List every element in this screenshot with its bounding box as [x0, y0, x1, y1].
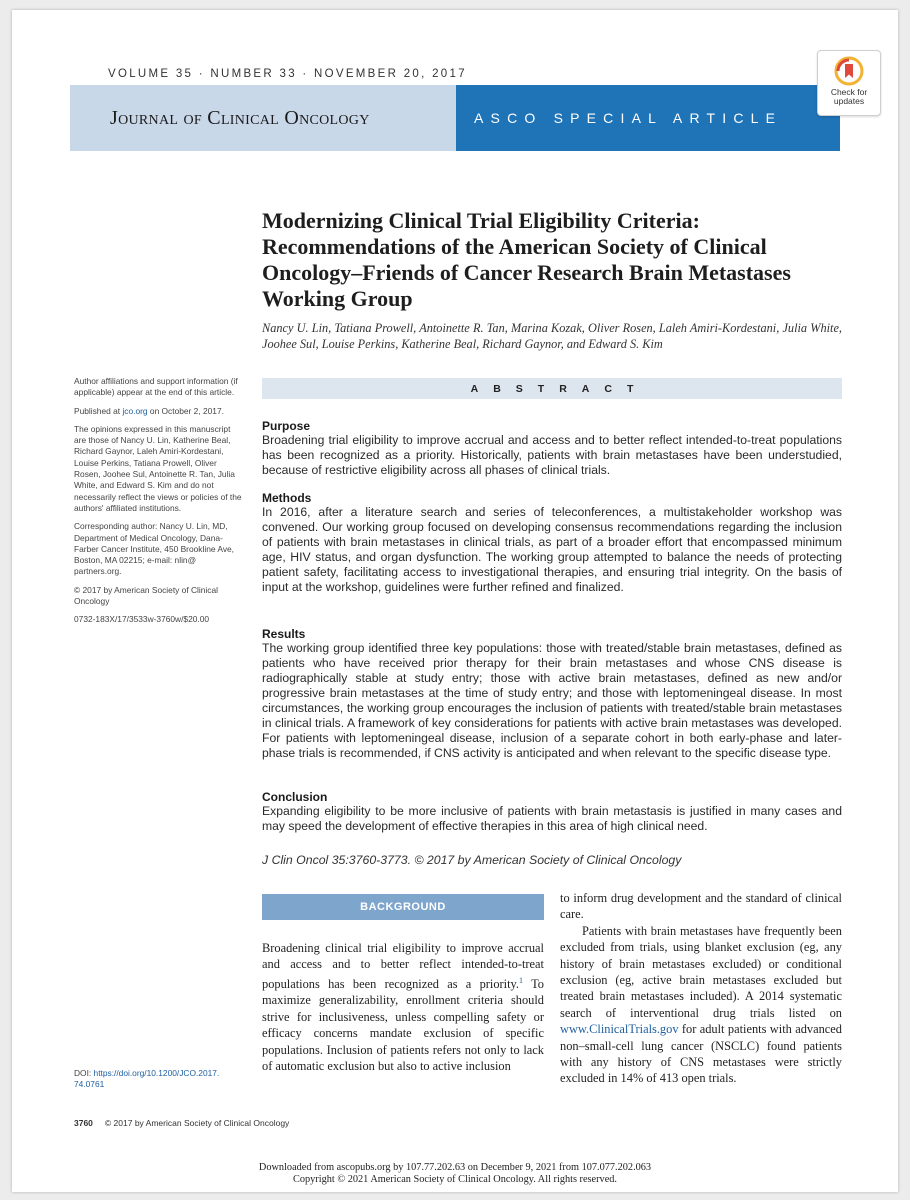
corresponding-author: Corresponding author: Nancy U. Lin, MD, Department of Medical Oncology, Dana-Farber Cancer Institute, 450 Brookline Ave, Boston, MA 02215; e-mail: nlin@ partners.org.	[74, 521, 234, 577]
background-text-2b: for adult patients with advanced non–small-cell lung cancer (NSCLC) found patients with any history of CNS metastases were strictly excluded in 14% of 413 open trials.	[560, 1022, 842, 1086]
published-note	[74, 406, 242, 417]
check-for-updates-line2: updates	[833, 96, 865, 106]
page-number: 3760	[74, 1118, 93, 1128]
footer-copyright: © 2017 by American Society of Clinical Oncology	[104, 1118, 290, 1128]
body-column-right	[560, 890, 842, 1087]
volume-issue-line: VOLUME 35 · NUMBER 33 · NOVEMBER 20, 2017	[108, 68, 467, 80]
clinicaltrials-link[interactable]: www.ClinicalTrials.gov	[560, 1022, 679, 1037]
background-text-1b: To maximize generalizability, enrollment criteria should strive for inclusiveness, unless compelling safety or efficacy concerns mandate exclusion of specific populations. Inclusion of patients refers not only to lack of automatic exclusion but also to active inclusion	[262, 976, 544, 1073]
abstract-results	[262, 627, 842, 761]
page-footer	[74, 1118, 289, 1128]
background-label: BACKGROUND	[360, 901, 446, 913]
download-notice	[12, 1162, 898, 1185]
journal-banner-left	[70, 85, 456, 151]
journal-banner	[70, 85, 840, 151]
methods-text: In 2016, after a literature search and series of teleconferences, a multistakeholder workshop was convened. Our working group focused on developing consensus recommendations regarding the inclusion of patients with brain metastases in clinical trials, as part of a broader effort that encompassed minimum age, HIV status, and organ dysfunction. The working group attempted to balance the needs of protecting patient safety, facilitating access to investigational therapies, and ensuring trial integrity. On the basis of input at the workshop, guidelines were further refined and finalized.	[262, 505, 842, 594]
affiliations-note: Author affiliations and support information (if applicable) appear at the end of this article.	[74, 376, 238, 398]
check-for-updates-text	[831, 88, 867, 106]
abstract-purpose	[262, 419, 842, 478]
methods-heading: Methods	[262, 491, 312, 505]
reference-1[interactable]: 1	[519, 975, 524, 985]
abstract-methods	[262, 491, 842, 595]
doi-link[interactable]: https://doi.org/10.1200/JCO.2017. 74.0761	[74, 1068, 220, 1090]
abstract-label: ABSTRACT	[470, 382, 649, 395]
results-heading: Results	[262, 627, 306, 641]
doi-prefix: DOI:	[74, 1068, 94, 1078]
published-prefix: Published at	[74, 405, 123, 416]
check-for-updates-badge[interactable]	[817, 50, 881, 116]
conclusion-heading: Conclusion	[262, 790, 328, 804]
author-list: Nancy U. Lin, Tatiana Prowell, Antoinette R. Tan, Marina Kozak, Oliver Rosen, Laleh Amiri-Kordestani, Julia White, Joohee Sul, Louise Perkins, Katherine Beal, Richard Gaynor, and Edward S. Kim	[262, 321, 842, 351]
abstract-header-bar	[262, 378, 842, 399]
purpose-text: Broadening trial eligibility to improve accrual and access and to better reflect intended-to-treat populations has been recognized as a priority. Historically, patients with brain metastases have been understudied, because of restrictive eligibility across all phases of clinical trials.	[262, 433, 842, 477]
bookmark-update-icon	[834, 56, 864, 86]
article-type-banner	[456, 85, 840, 151]
article-type-label: ASCO SPECIAL ARTICLE	[474, 110, 783, 126]
background-paragraph-2	[560, 923, 842, 1087]
sidebar-copyright: © 2017 by American Society of Clinical Oncology	[74, 584, 218, 607]
conclusion-text: Expanding eligibility to be more inclusive of patients with brain metastasis is justified in many cases and may speed the development of effective therapies in this area of high clinical need.	[262, 804, 842, 833]
background-paragraph-continued: to inform drug development and the standard of clinical care.	[560, 891, 842, 922]
background-text-2a: Patients with brain metastases have frequently been excluded from trials, using blanket exclusion (eg, any history of brain metastases excluded) or conditional exclusion (eg, active brain metastases excluded but treated brain metastases included). A 2014 systematic search of interventional drug trials listed on	[560, 923, 842, 1020]
abstract-conclusion	[262, 790, 842, 834]
journal-page	[12, 10, 898, 1192]
body-column-left	[262, 940, 544, 1074]
journal-name: Journal of Clinical Oncology	[110, 106, 370, 129]
results-text: The working group identified three key populations: those with treated/stable brain metastases, defined as patients who have received prior therapy for their brain metastases and whose CNS disease is radiographically stable at study entry; those with active brain metastases, defined as new and/or progressive brain metastases at the time of study entry; and those with leptomeningeal disease. In most circumstances, the working group encourages the inclusion of patients with treated/stable brain metastases in clinical trials. A framework of key considerations for patients with active brain metastases was developed. For patients with leptomeningeal disease, inclusion of a separate cohort in both early-phase and later-phase trials is recommended, if CNS activity is anticipated and when relevant to the specific disease type.	[262, 641, 842, 760]
background-text-1a: Broadening clinical trial eligibility to improve accrual and access and to better reflect intended-to-treat populations has been recognized as a priority.	[262, 941, 544, 991]
download-line-2: Copyright © 2021 American Society of Clinical Oncology. All rights reserved.	[292, 1173, 617, 1185]
article-sidebar	[74, 376, 242, 633]
article-title: Modernizing Clinical Trial Eligibility Criteria: Recommendations of the American Society of Clinical Oncology–Friends of Cancer Research Brain Metastases Working Group	[262, 208, 791, 311]
opinions-disclaimer: The opinions expressed in this manuscript are those of Nancy U. Lin, Katherine Beal, Richard Gaynor, Laleh Amiri-Kordestani, Louise Perkins, Tatiana Prowell, Oliver Rosen, Joohee Sul, Antoinette R. Tan, Julia White, and Edward S. Kim and do not necessarily reflect the views or policies of the authors' affiliated institutions.	[74, 423, 242, 513]
background-paragraph-1	[262, 940, 544, 1074]
check-for-updates-line1: Check for	[830, 87, 868, 97]
background-section-header	[262, 894, 544, 920]
purpose-heading: Purpose	[262, 419, 311, 433]
jco-link[interactable]: jco.org	[122, 405, 148, 416]
doi-note	[74, 1068, 242, 1091]
issn-code: 0732-183X/17/3533w-3760w/$20.00	[74, 614, 210, 625]
download-line-1: Downloaded from ascopubs.org by 107.77.202.63 on December 9, 2021 from 107.077.202.063	[258, 1162, 652, 1173]
journal-citation: J Clin Oncol 35:3760-3773. © 2017 by American Society of Clinical Oncology	[262, 853, 682, 867]
published-suffix: on October 2, 2017.	[147, 405, 224, 416]
